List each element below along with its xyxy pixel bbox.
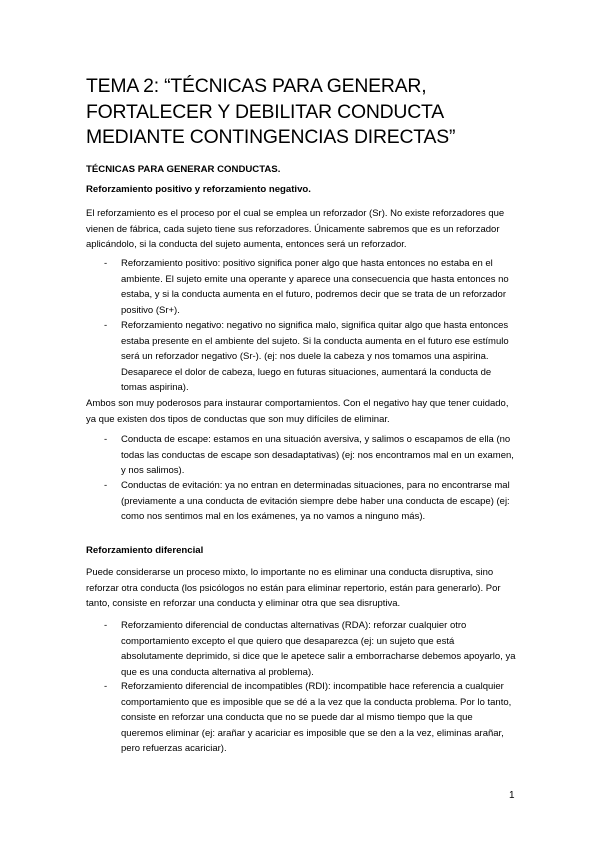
page-title: TEMA 2: “TÉCNICAS PARA GENERAR, FORTALECER Y DEBILITAR CONDUCTA MEDIANTE CONTINGENCIAS DIRECTAS” (86, 75, 456, 148)
list-item (104, 318, 516, 396)
section-heading: TÉCNICAS PARA GENERAR CONDUCTAS. (86, 164, 281, 175)
bullet-dash: - (104, 320, 108, 331)
bullet-dash: - (104, 681, 108, 692)
list-item (104, 478, 516, 525)
list-item (104, 679, 516, 757)
list-item-text: Reforzamiento diferencial de incompatibles (RDI): incompatible hace referencia a cualquier comportamiento que es imposible que se dé a la vez que la conducta problema. Por lo tanto, consiste en reforzar una conducta que no se puede dar al mismo tiempo que la que queremos eliminar (ej: arañar y acariciar es imposible que se den a la vez, eliminas arañar, pero refuerzas acariciar). (121, 681, 512, 755)
list-item (104, 256, 516, 318)
list-item (104, 618, 516, 680)
subheading-diferencial: Reforzamiento diferencial (86, 545, 204, 556)
list-item-text: Reforzamiento diferencial de conductas alternativas (RDA): reforzar cualquier otro comportamiento excepto el que quiero que desaparezca (ej: un sujeto que está absolutamente deprimido, si dice que le apetece salir a emborracharse debemos apoyarlo, ya que es una conducta alternativa al problema). (121, 620, 516, 678)
bullet-dash: - (104, 480, 108, 491)
list-item-text: Conductas de evitación: ya no entran en determinadas situaciones, para no encontrarse mal (previamente a una conducta de evitación siempre debe haber una conducta de escape) (ej: como nos sentimos mal en los exámenes, ya no vamos a ninguno más). (121, 480, 510, 523)
paragraph-1: El reforzamiento es el proceso por el cual se emplea un reforzador (Sr). No existe reforzadores que vienen de fábrica, cada sujeto tiene sus reforzadores. Únicamente sabremos que es un reforzador aplicándolo, si la conducta del sujeto aumenta, entonces será un reforzador. (86, 208, 505, 250)
list-item-text: Reforzamiento positivo: positivo significa poner algo que hasta entonces no estaba en el ambiente. El sujeto emite una operante y aparece una consecuencia que hasta entonces no estaba, y si la conducta aumenta en el futuro, podremos decir que se trata de un reforzador positivo (Sr+). (121, 258, 509, 316)
list-item-text: Reforzamiento negativo: negativo no significa malo, significa quitar algo que hasta entonces estaba presente en el ambiente del sujeto. Si la conducta aumenta en el futuro ese estímulo será un reforzador negativo (Sr-). (ej: nos duele la cabeza y nos tomamos una aspirina. Desaparece el dolor de cabeza, luego en futuras situaciones, aumentará la conducta de tomas aspirina). (121, 320, 509, 394)
paragraph-3: Puede considerarse un proceso mixto, lo importante no es eliminar una conducta disruptiva, sino reforzar otra conducta (los psicólogos no están para eliminar repertorio, están para generarlo). Por tanto, consiste en reforzar una conducta y eliminar otra que sea disruptiva. (86, 567, 501, 609)
bullet-dash: - (104, 620, 108, 631)
bullet-dash: - (104, 258, 108, 269)
list-item-text: Conducta de escape: estamos en una situación aversiva, y salimos o escapamos de ella (no todas las conductas de escape son desadaptativas) (ej: nos encontramos mal en un examen, y nos salimos). (121, 434, 514, 477)
paragraph-2: Ambos son muy poderosos para instaurar comportamientos. Con el negativo hay que tener cuidado, ya que existen dos tipos de conductas que son muy difíciles de eliminar. (86, 398, 509, 425)
subheading-reforzamiento: Reforzamiento positivo y reforzamiento negativo. (86, 184, 311, 195)
list-item (104, 432, 516, 479)
page-number: 1 (509, 790, 515, 801)
bullet-dash: - (104, 434, 108, 445)
